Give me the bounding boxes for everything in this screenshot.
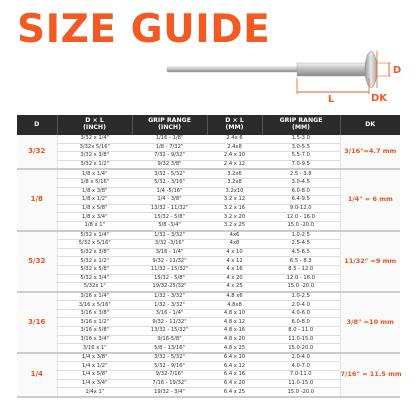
cell-dl-inch: 1/8 x 1" [57,221,132,230]
cell-dl-inch: 1/8 x 3/4" [57,213,132,222]
cell-grip-mm: 12.0 - 16.0 [262,274,340,283]
cell-dl-inch: 3/16 x 1" [57,344,132,353]
rivet-head [365,52,377,88]
cell-dl-mm: 4 x 16 [207,265,262,274]
cell-grip-inch: 1/32 - 3/32" [132,301,207,310]
cell-dl-inch: 5/32 x 3/8" [57,248,132,257]
cell-grip-inch: 5/8 -3/4" [132,221,207,230]
cell-grip-mm: 15.0 -20.0 [262,283,340,292]
cell-grip-mm: 15.0 -20.0 [262,388,340,397]
cell-dl-inch: 3/16 x 1/2" [57,318,132,327]
cell-dl-inch: 5/32 x 1/4" [57,231,132,240]
cell-grip-mm: 1.0-2.5 [262,292,340,301]
cell-dl-inch: 1/8 x 5/8" [57,204,132,213]
cell-dl-mm: 4 x 20 [207,274,262,283]
cell-dl-inch: 1/4 x 1/2" [57,362,132,371]
cell-dl-inch: 5/32 x 3/4" [57,274,132,283]
cell-grip-mm: 2.0-4.0 [262,301,340,310]
cell-dl-mm: 3.2x8 [207,178,262,187]
cell-dl-mm: 6.4 x 12 [207,362,262,371]
cell-grip-inch: 1/32 - 3/32" [132,292,207,301]
cell-grip-inch: 9/32 3/8" [132,160,207,169]
cell-grip-mm: 8.0 - 11.0 [262,327,340,336]
cell-grip-inch: 9/32-7/16" [132,371,207,380]
diameter-group-label: 3/32 [17,135,57,169]
cell-dl-inch: 3/16 x 1/4" [57,292,132,301]
cell-grip-inch: 7/16 - 19/32" [132,379,207,388]
cell-dl-mm: 4.8 x 20 [207,335,262,344]
table-row [17,231,400,240]
cell-grip-mm: 2.0-4.0 [262,353,340,362]
cell-dl-inch: 3/16 x 3/8" [57,309,132,318]
cell-grip-mm: 4.0-7.0 [262,362,340,371]
cell-grip-inch: 13/32 - 11/32" [132,204,207,213]
cell-grip-mm: 3.0-5.5 [262,143,340,152]
table-body [17,135,400,397]
cell-dl-mm: 4.8x8 [207,301,262,310]
cell-dl-mm: 2.4x8 [207,143,262,152]
cell-dl-mm: 4 x 10 [207,248,262,257]
label-d: D [392,65,402,76]
diameter-group-label: 1/8 [17,169,57,230]
cell-dl-mm: 4.8 x 16 [207,327,262,336]
cell-dl-mm: 6.4 x 25 [207,388,262,397]
dk-group-label: 3/8" =10 mm [340,292,400,353]
cell-grip-mm: 2.5-4.5 [262,240,340,249]
table-header-row [17,115,400,135]
cell-grip-mm: 8.5 - 12.0 [262,265,340,274]
cell-grip-mm: 6.4-9.5 [262,196,340,205]
diameter-group-label: 1/4 [17,353,57,397]
cell-grip-inch: 1/4 - 3/8" [132,196,207,205]
table-row [17,353,400,362]
cell-grip-mm: 4.0-6.0 [262,309,340,318]
cell-dl-mm: 4x8 [207,240,262,249]
cell-dl-mm: 3.2 x 16 [207,204,262,213]
cell-grip-mm: 6.5 - 8.3 [262,257,340,266]
cell-grip-inch: 9/32 - 11/32" [132,318,207,327]
label-l: L [327,94,335,105]
cell-dl-mm: 4 x 25 [207,283,262,292]
cell-dl-inch: 3/32 x 3/8" [57,152,132,161]
cell-grip-inch: 3/16 - 1/4" [132,248,207,257]
cell-grip-inch: 9/16-5/8" [132,335,207,344]
cell-dl-mm: 3.2x6 [207,169,262,178]
cell-dl-inch: 3/16 x 5/16" [57,301,132,310]
cell-dl-mm: 3.2 x 25 [207,221,262,230]
cell-dl-inch: 5/32 x 1/2" [57,257,132,266]
label-dk: DK [370,93,388,104]
cell-grip-mm: 1.5-3.0 [262,135,340,143]
cell-dl-mm: 3.2 x 20 [207,213,262,222]
cell-grip-inch: 3/32 - 5/32" [132,169,207,178]
cell-dl-mm: 4x6 [207,231,262,240]
cell-grip-mm: 6.0-8.0 [262,318,340,327]
cell-dl-inch: 1/8 x 5/16" [57,178,132,187]
cell-grip-inch: 3/16 - 1/4" [132,309,207,318]
cell-grip-inch: 3/32 -3/16" [132,240,207,249]
table-row [17,169,400,178]
header-d: D [17,115,57,135]
cell-grip-mm: 4.5-6.5 [262,248,340,257]
cell-grip-inch: 19/32-25/32" [132,283,207,292]
header-grip-inch: GRIP RANGE (INCH) [132,115,207,135]
cell-grip-inch: 9/32 - 11/32" [132,257,207,266]
cell-grip-mm: 6.0-8.0 [262,187,340,196]
cell-dl-mm: 2.4x 6 [207,135,262,143]
cell-dl-mm: 4.8 x 10 [207,309,262,318]
cell-dl-mm: 6.4 x 16 [207,371,262,380]
cell-dl-inch: 3/16 x 3/4" [57,335,132,344]
cell-dl-inch: 1/8 x 1/4" [57,169,132,178]
diameter-group-label: 5/32 [17,231,57,292]
cell-grip-inch: 5/32 - 9/16" [132,362,207,371]
cell-grip-inch: 3/32 - 5/32" [132,353,207,362]
cell-dl-inch: 3/32 x 1/2" [57,160,132,169]
cell-grip-inch: 19/32 - 3/4" [132,388,207,397]
cell-dl-inch: 1/4x 1" [57,388,132,397]
rivet-diagram [165,48,405,108]
cell-dl-inch: 1/8 x 3/8" [57,187,132,196]
cell-dl-mm: 4.8 x 25 [207,344,262,353]
dk-group-label: 7/16" = 11.5 mm [340,353,400,397]
cell-grip-mm: 3.0-4.5 [262,178,340,187]
cell-grip-inch: 7/32 - 9/32" [132,152,207,161]
cell-grip-inch: 1/8 - 7/32" [132,143,207,152]
cell-dl-inch: 5/32 x 5/8" [57,265,132,274]
cell-dl-inch: 1/4 x 5/8" [57,371,132,380]
cell-grip-mm: 12.0 - 16.0 [262,213,340,222]
cell-dl-inch: 1/4 x 3/8" [57,353,132,362]
cell-grip-mm: 15.0-20.0 [262,344,340,353]
header-grip-mm: GRIP RANGE (MM) [262,115,340,135]
cell-dl-inch: 3/16 x 5/8" [57,327,132,336]
cell-grip-mm: 7.0-9.5 [262,160,340,169]
cell-dl-inch: 3/32 x 1/4" [57,135,132,143]
cell-grip-inch: 5/32 - 3/16" [132,178,207,187]
cell-dl-mm: 4.8 x6 [207,292,262,301]
cell-grip-inch: 1/4 -5/16" [132,187,207,196]
cell-grip-mm: 5.5-7.0 [262,152,340,161]
dk-group-label: 3/16"=4.7 mm [340,135,400,169]
cell-dl-inch: 3/32x 5/16" [57,143,132,152]
cell-grip-inch: 11/32 - 15/32" [132,265,207,274]
cell-dl-mm: 3.2 x 12 [207,196,262,205]
size-table [17,115,400,398]
cell-grip-inch: 1/16 - 1/8" [132,135,207,143]
dk-group-label: 1/4" = 6 mm [340,169,400,230]
header-dl-inch: D × L (INCH) [57,115,132,135]
rivet-mandrel [167,67,297,72]
cell-dl-inch: 1/8 x 1/2" [57,196,132,205]
cell-grip-inch: 15/32 - 5/8" [132,213,207,222]
cell-grip-inch: 5/8 - 13/16" [132,344,207,353]
page-title: SIZE GUIDE [17,7,271,52]
cell-dl-mm: 4 x 12 [207,257,262,266]
cell-grip-mm: 9.0-12.0 [262,204,340,213]
cell-grip-inch: 13/32 - 15/32" [132,327,207,336]
cell-grip-inch: 1/32 - 3/32" [132,231,207,240]
cell-grip-mm: 15.0 -20.0 [262,221,340,230]
dk-group-label: 11/32" =9 mm [340,231,400,292]
cell-dl-mm: 2.4 x 10 [207,152,262,161]
diameter-group-label: 3/16 [17,292,57,353]
cell-dl-inch: 1/4 x 3/4" [57,379,132,388]
table-row [17,292,400,301]
cell-grip-mm: 7.0-11.0 [262,371,340,380]
cell-dl-mm: 2.4 x 12 [207,160,262,169]
header-dl-mm: D × L (MM) [207,115,262,135]
cell-grip-mm: 11.0-15.0 [262,379,340,388]
cell-grip-mm: 1.0-2.5 [262,231,340,240]
cell-dl-inch: 5/32 x 5/16" [57,240,132,249]
header-dk: DK [340,115,400,135]
cell-grip-mm: 11.0-15.0 [262,335,340,344]
cell-dl-mm: 6.4 x 10 [207,353,262,362]
cell-grip-mm: 2.5 - 3.8 [262,169,340,178]
table-row [17,135,400,143]
cell-dl-mm: 3.2x10 [207,187,262,196]
cell-dl-mm: 4.8 x 12 [207,318,262,327]
cell-dl-mm: 6.4 x 20 [207,379,262,388]
rivet-body [297,63,369,76]
cell-grip-inch: 15/32 - 5/8" [132,274,207,283]
cell-dl-inch: 5/32x 1" [57,283,132,292]
